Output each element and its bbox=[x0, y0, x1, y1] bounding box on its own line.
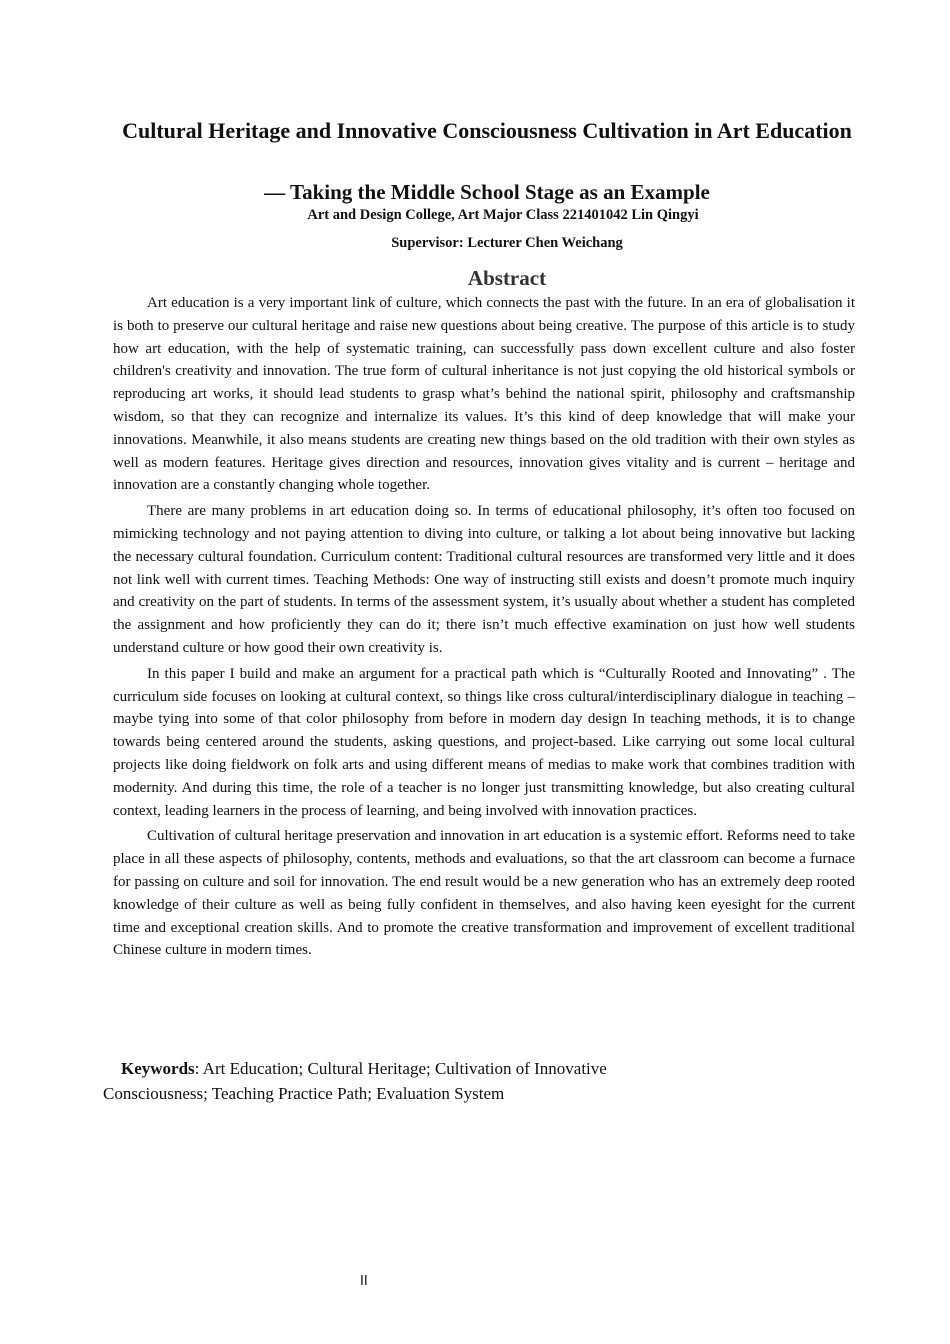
abstract-body bbox=[113, 292, 855, 965]
abstract-paragraph: Art education is a very important link of culture, which connects the past with the future. In an era of globalisation it is both to preserve our cultural heritage and raise new questions about being creative. The purpose of this article is to study how art education, with the help of systematic training, can successfully pass down excellent culture and also foster children's creativity and innovation. The true form of cultural inheritance is not just copying the old historical symbols or reproducing art works, it should lead students to grasp what’s behind the national spirit, philosophy and craftsmanship wisdom, so that they can recognize and internalize its values. It’s this kind of deep knowledge that will make your innovations. Meanwhile, it also means students are creating new things based on the old tradition with their own styles as well as modern features. Heritage gives direction and resources, innovation gives vitality and is current – heritage and innovation are a constantly changing whole together. bbox=[113, 295, 855, 494]
keywords-label: Keywords bbox=[121, 1059, 195, 1078]
abstract-heading: Abstract bbox=[467, 266, 547, 290]
abstract-paragraph: In this paper I build and make an argument for a practical path which is “Culturally Rooted and Innovating” . The curriculum side focuses on looking at cultural context, so things like cross cultural/interdisciplinary dialogue in teaching – maybe tying into some of that color philosophy from before in modern day design In teaching methods, it is to change towards being centered around the students, asking questions, and project-based. Like carrying out some local cultural projects like doing fieldwork on folk arts and using different means of medias to make work that combines tradition with modernity. And during this time, the role of a teacher is no longer just transmitting knowledge, but also creating cultural context, leading learners in the process of learning, and being involved with innovation practices. bbox=[113, 665, 855, 819]
keywords-line bbox=[103, 1056, 703, 1106]
supervisor-line: Supervisor: Lecturer Chen Weichang bbox=[391, 235, 623, 251]
paper-subtitle: — Taking the Middle School Stage as an Example bbox=[264, 180, 710, 204]
keywords-text: : Art Education; Cultural Heritage; Cultivation of Innovative Consciousness; Teaching Practice Path; Evaluation System bbox=[103, 1059, 607, 1103]
page-number: II bbox=[360, 1274, 368, 1289]
author-line: Art and Design College, Art Major Class 221401042 Lin Qingyi bbox=[307, 207, 699, 223]
paper-title: Cultural Heritage and Innovative Consciousness Cultivation in Art Education bbox=[122, 118, 852, 143]
abstract-paragraph: Cultivation of cultural heritage preservation and innovation in art education is a systemic effort. Reforms need to take place in all these aspects of philosophy, contents, methods and evaluations, so that the art classroom can become a furnace for passing on culture and soil for innovation. The end result would be a new generation who has an extremely deep rooted knowledge of their culture as well as being fully confident in themselves, and also having keen eyesight for the current time and exceptional creation skills. And to promote the creative transformation and improvement of excellent traditional Chinese culture in modern times. bbox=[113, 828, 855, 959]
abstract-paragraph: There are many problems in art education doing so. In terms of educational philosophy, it’s often too focused on mimicking technology and not paying attention to diving into culture, or talking a lot about being innovative but lacking the necessary cultural foundation. Curriculum content: Traditional cultural resources are transformed very little and it does not link well with current times. Teaching Methods: One way of instructing still exists and doesn’t promote much inquiry and creativity on the part of students. In terms of the assessment system, it’s usually about whether a student has completed the assignment and how proficiently they can do it; there isn’t much effective examination on just how well students understand culture or how good their own creativity is. bbox=[113, 503, 855, 656]
